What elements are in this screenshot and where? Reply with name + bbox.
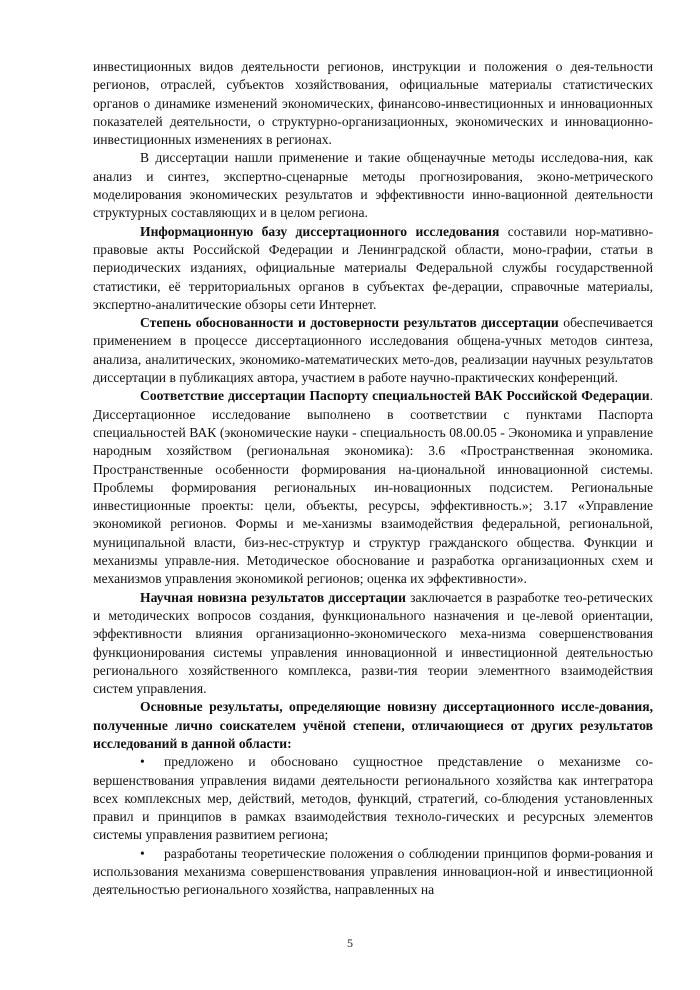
paragraph-information-base (93, 223, 653, 314)
results-list (93, 753, 653, 899)
list-item (93, 845, 653, 900)
heading-reliability: Степень обоснованности и достоверности результатов диссертации (140, 315, 559, 331)
paragraph-continuation: инвестиционных видов деятельности регионов, инструкции и положения о дея-тельности регионов, отраслей, субъектов хозяйствования, официальные материалы статистических органов о динамике изменений экономических, финансово-инвестиционных и инновационных показателей деятельности, о структурно-организационных, экономических и инновационно-инвестиционных изменениях в регионах. (93, 59, 653, 148)
bullet-icon: • (140, 845, 145, 861)
heading-main-results: Основные результаты, определяющие новизну диссертационного иссле-дования, полученные лично соискателем учёной степени, отличающиеся от других результатов исследований в данной области: (93, 699, 653, 751)
document-page (93, 58, 653, 900)
heading-vak-compliance: Соответствие диссертации Паспорту специальностей ВАК Российской Федерации (140, 388, 650, 404)
paragraph-information-base-text: составили нор-мативно-правовые акты Российской Федерации и Ленинградской области, моно-графии, статьи в периодических изданиях, официальные материалы Федеральной службы государственной статистики, её территориальных органов в субъектах фе-дерации, справочные материалы, экспертно-аналитические обзоры сети Интернет. (93, 223, 653, 312)
paragraph-main-results (93, 698, 653, 753)
list-item (93, 753, 653, 844)
paragraph-reliability (93, 314, 653, 387)
paragraph-methods: В диссертации нашли применение и такие общенаучные методы исследова-ния, как анализ и синтез, экспертно-сценарные методы прогнозирования, эконо-метрического моделирования экономических результатов и эффективности инно-вационной деятельности структурных составляющих и в целом региона. (93, 150, 653, 221)
list-item-text: предложено и обосновано сущностное представление о механизме со-вершенствования управления видами деятельности регионального хозяйства как интегратора всех комплексных мер, действий, методов, функций, стратегий, со-блюдения установленных правил и принципов в рамках взаимодействия техноло-гических и ресурсных элементов системы управления развитием региона; (93, 754, 653, 843)
list-item-text: разработаны теоретические положения о соблюдении принципов форми-рования и использования механизма совершенствования управления инновацион-ной и инвестиционной деятельностью регионального хозяйства, направленных на (93, 845, 653, 898)
paragraph-novelty (93, 589, 653, 699)
paragraph-vak-compliance (93, 387, 653, 588)
heading-novelty: Научная новизна результатов диссертации (140, 589, 406, 605)
page-number: 5 (347, 936, 353, 950)
paragraph-novelty-text: заключается в разработке тео-ретических и методических вопросов создания, функционального назначения и це-левой ориентации, эффективности влияния организационно-экономического меха-низма совершенствования функционирования системы управления инновационной и инвестиционной деятельностью регионального хозяйственного комплекса, разви-тия теории элементного взаимодействия систем управления. (93, 589, 654, 697)
paragraph-vak-compliance-text: . Диссертационное исследование выполнено в соответствии с пунктами Паспорта специальностей ВАК (экономические науки - специальность 08.00.05 - Экономика и управление народным хозяйством (региональная экономика): 3.6 «Пространственная экономика. Пространственные особенности формирования на-циональной инновационной системы. Проблемы формирования региональных ин-новационных подсистем. Региональные инвестиционные проекты: цели, объекты, ресурсы, эффективность.»; 3.17 «Управление экономикой регионов. Формы и ме-ханизмы взаимодействия федеральной, региональной, муниципальной власти, биз-нес-структур и структур гражданского общества. Функции и механизмы управле-ния. Методическое обоснование и разработка организационных схем и механизмов управления экономикой регионов; оценка их эффективности». (93, 388, 653, 587)
bullet-icon: • (140, 754, 145, 770)
heading-information-base: Информационную базу диссертационного исследования (140, 223, 500, 239)
paragraph-reliability-text: обеспечивается применением в процессе диссертационного исследования общена-учных методов синтеза, анализа, аналитических, экономико-математических мето-дов, реализации научных результатов диссертации в публикациях автора, участием в работе научно-практических конференций. (93, 315, 653, 386)
